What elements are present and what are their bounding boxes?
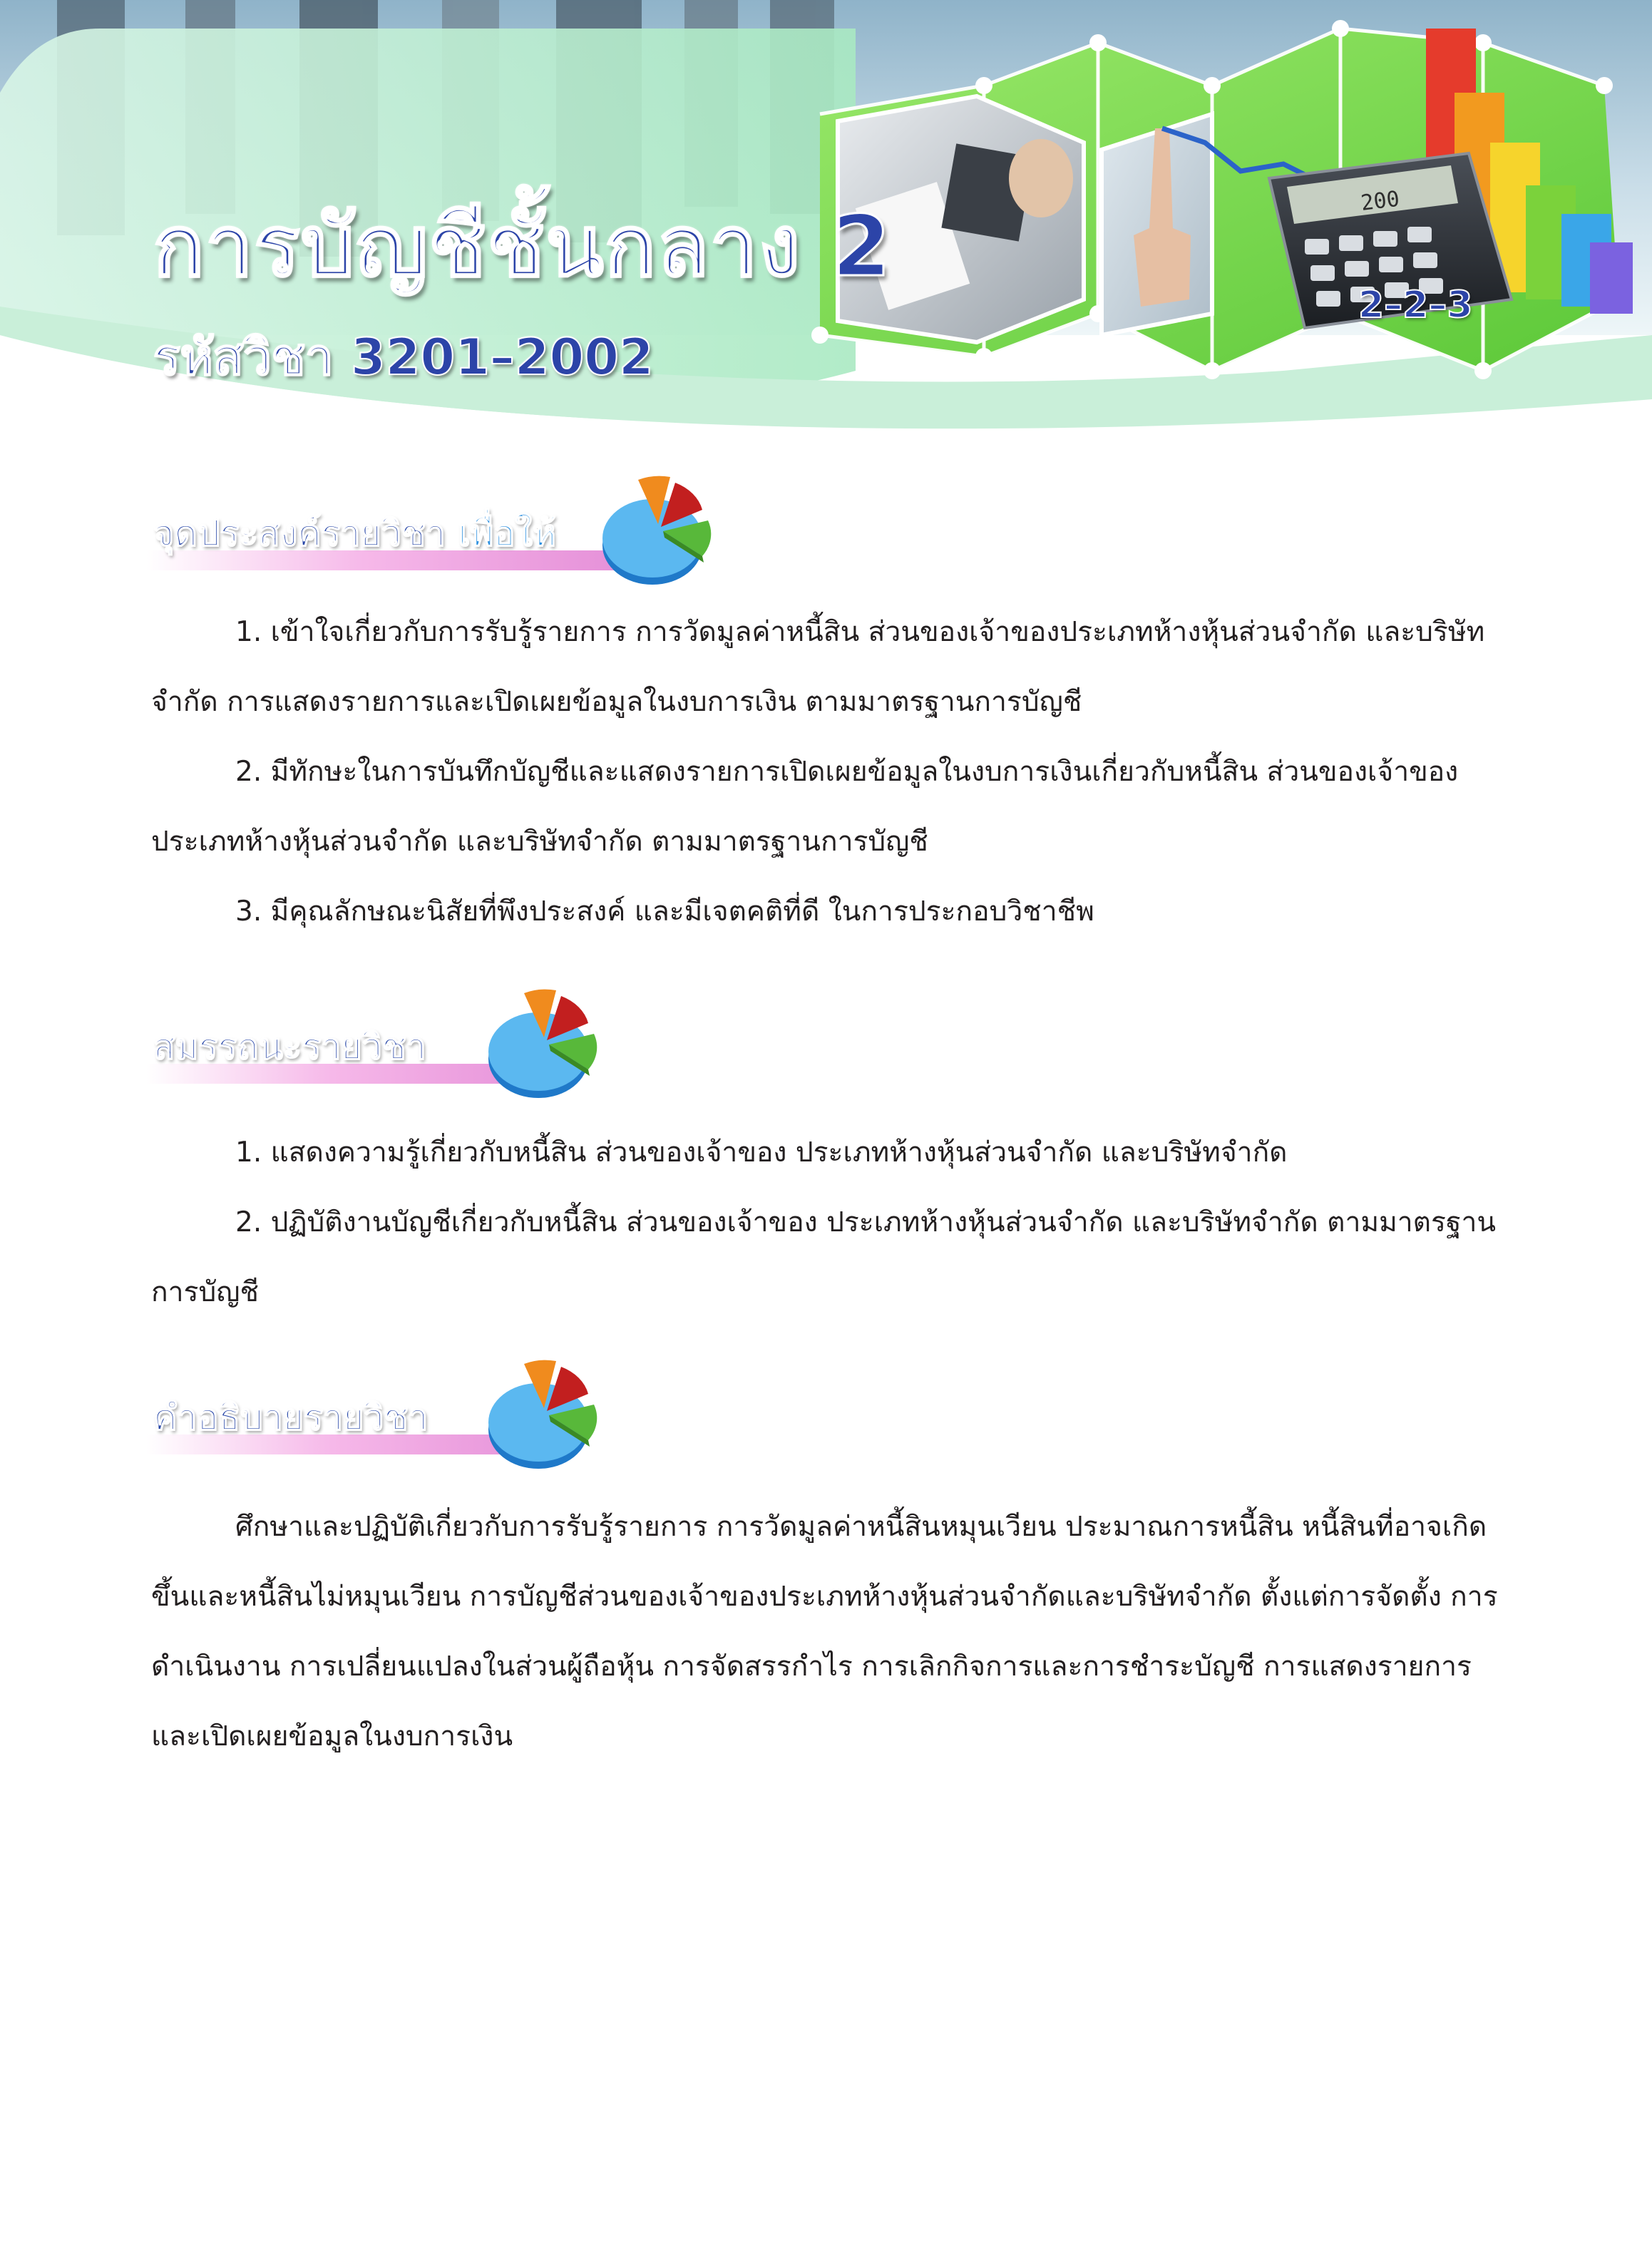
course-title: การบัญชีชั้นกลาง 2 xyxy=(153,197,893,295)
course-code: รหัสวิชา 3201–2002 xyxy=(153,328,654,386)
objectives-list xyxy=(151,597,1499,947)
description-text: ศึกษาและปฏิบัติเกี่ยวกับการรับรู้รายการ การวัดมูลค่าหนี้สินหมุนเวียน ประมาณการหนี้สิน หนี้สินที่อาจเกิดขึ้นและหนี้สินไม่หมุนเวียน การบัญชีส่วนของเจ้าของประเภทห้างหุ้นส่วนจำกัดและบริษัทจำกัด ตั้งแต่การจัดตั้ง การดำเนินงาน การเปลี่ยนแปลงในส่วนผู้ถือหุ้น การจัดสรรกำไร การเลิกกิจการและการชำระบัญชี การแสดงรายการและเปิดเผยข้อมูลในงบการเงิน xyxy=(151,1511,1498,1752)
competencies-heading xyxy=(146,970,788,1105)
objective-item: 2. มีทักษะในการบันทึกบัญชีและแสดงรายการเปิดเผยข้อมูลในงบการเงินเกี่ยวกับหนี้สิน ส่วนของเจ้าของ ประเภทห้างหุ้นส่วนจำกัด และบริษัทจำกัด ตามมาตรฐานการบัญชี xyxy=(151,756,1459,858)
objective-item: 1. เข้าใจเกี่ยวกับการรับรู้รายการ การวัดมูลค่าหนี้สิน ส่วนของเจ้าของประเภทห้างหุ้นส่วนจำกัด และบริษัทจำกัด การแสดงรายการและเปิดเผยข้อมูลในงบการเงิน ตามมาตรฐานการบัญชี xyxy=(151,616,1485,718)
credit-hours: 2–2–3 xyxy=(1358,284,1473,327)
pie-chart-icon xyxy=(481,1351,617,1476)
competency-item: 1. แสดงความรู้เกี่ยวกับหนี้สิน ส่วนของเจ้าของ ประเภทห้างหุ้นส่วนจำกัด และบริษัทจำกัด xyxy=(235,1136,1288,1169)
objectives-heading-text: จุดประสงค์รายวิชา xyxy=(153,513,446,554)
pie-chart-icon xyxy=(481,980,617,1105)
objectives-heading xyxy=(146,456,788,592)
competencies-heading-text: สมรรถนะรายวิชา xyxy=(153,1026,426,1067)
pie-chart-icon xyxy=(595,467,731,592)
objective-item: 3. มีคุณลักษณะนิสัยที่พึงประสงค์ และมีเจตคติที่ดี ในการประกอบวิชาชีพ xyxy=(235,895,1094,928)
svg-text:200: 200 xyxy=(1359,186,1401,216)
objectives-heading-accent: เพื่อให้ xyxy=(458,513,556,554)
competencies-list xyxy=(151,1118,1499,1328)
description-heading xyxy=(146,1340,788,1476)
description-heading-text: คำอธิบายรายวิชา xyxy=(153,1397,429,1438)
header-banner xyxy=(0,0,1652,456)
competency-item: 2. ปฏิบัติงานบัญชีเกี่ยวกับหนี้สิน ส่วนของเจ้าของ ประเภทห้างหุ้นส่วนจำกัด และบริษัทจำกัด ตามมาตรฐานการบัญชี xyxy=(151,1206,1497,1308)
description-body xyxy=(151,1492,1499,1772)
